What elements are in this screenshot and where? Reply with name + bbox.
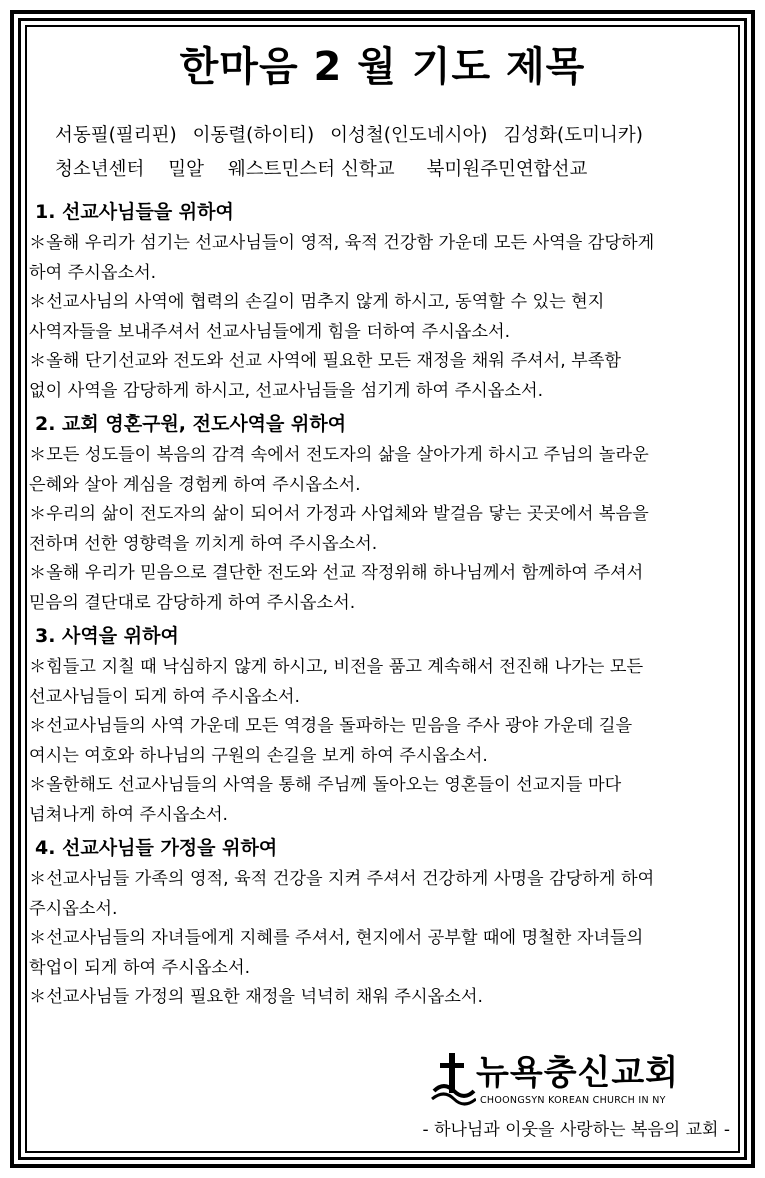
prayer-line: ＊선교사님들 가족의 영적, 육적 건강을 지켜 주셔서 건강하게 사명을 감당하게 하여 xyxy=(29,869,655,889)
church-name-english: CHOONGSYN KOREAN CHURCH IN NY xyxy=(480,1095,666,1106)
section-evangelism xyxy=(29,409,737,618)
prayer-line: 사역자들을 보내주셔서 선교사님들에게 힘을 더하여 주시옵소서. xyxy=(29,321,511,342)
prayer-item xyxy=(29,924,737,983)
prayer-line: ＊선교사님의 사역에 협력의 손길이 멈추지 않게 하시고, 동역할 수 있는 현지 xyxy=(29,292,605,312)
missionary-name: 김성화(도미니카) xyxy=(503,125,643,146)
prayer-line: 넘쳐나게 하여 주시옵소서. xyxy=(29,804,229,825)
section-ministry xyxy=(29,621,737,830)
church-name-korean: 뉴욕충신교회 xyxy=(476,1053,680,1093)
missionary-list xyxy=(55,119,643,187)
section-heading: 3. 사역을 위하여 xyxy=(35,625,179,647)
prayer-line: ＊올해 단기선교와 전도와 선교 사역에 필요한 모든 재정을 채워 주셔서, 부족함 xyxy=(29,351,621,371)
ministry-name: 북미원주민연합선교 xyxy=(426,159,588,180)
section-missionaries xyxy=(29,197,737,406)
ministry-name: 청소년센터 xyxy=(55,159,145,180)
cross-wave-icon xyxy=(430,1051,476,1107)
missionary-row-1 xyxy=(55,119,643,153)
ministry-name: 밀알 xyxy=(168,159,204,180)
prayer-item xyxy=(29,712,737,771)
prayer-line: ＊올해 우리가 믿음으로 결단한 전도와 선교 작정위해 하나님께서 함께하여 주셔서 xyxy=(29,563,644,583)
prayer-line: ＊선교사님들의 사역 가운데 모든 역경을 돌파하는 믿음을 주사 광야 가운데 길을 xyxy=(29,716,633,736)
prayer-line: 믿음의 결단대로 감당하게 하여 주시옵소서. xyxy=(29,592,356,613)
prayer-line: 은혜와 살아 계심을 경험케 하여 주시옵소서. xyxy=(29,474,361,495)
missionary-name: 이성철(인도네시아) xyxy=(330,125,488,146)
section-heading: 1. 선교사님들을 위하여 xyxy=(35,201,234,223)
prayer-line: 하여 주시옵소서. xyxy=(29,262,157,283)
prayer-item xyxy=(29,347,737,406)
missionary-name: 이동렬(하이티) xyxy=(192,125,315,146)
missionary-row-2 xyxy=(55,153,643,187)
prayer-line: 주시옵소서. xyxy=(29,898,118,919)
ministry-name: 웨스트민스터 신학교 xyxy=(227,159,395,180)
section-families xyxy=(29,833,737,1013)
prayer-item xyxy=(29,441,737,500)
prayer-item xyxy=(29,288,737,347)
missionary-name: 서동필(필리핀) xyxy=(55,125,177,146)
page-title: 한마음 2 월 기도 제목 xyxy=(179,44,586,90)
prayer-item xyxy=(29,559,737,618)
church-motto: - 하나님과 이웃을 사랑하는 복음의 교회 - xyxy=(422,1120,730,1140)
prayer-line: ＊모든 성도들이 복음의 감격 속에서 전도자의 삶을 살아가게 하시고 주님의 놀라운 xyxy=(29,445,649,465)
prayer-item xyxy=(29,865,737,924)
prayer-item xyxy=(29,983,737,1013)
prayer-line: ＊우리의 삶이 전도자의 삶이 되어서 가정과 사업체와 발걸음 닿는 곳곳에서 복음을 xyxy=(29,504,649,524)
prayer-line: 전하며 선한 영향력을 끼치게 하여 주시옵소서. xyxy=(29,533,378,554)
prayer-item xyxy=(29,500,737,559)
prayer-line: ＊올한해도 선교사님들의 사역을 통해 주님께 돌아오는 영혼들이 선교지들 마다 xyxy=(29,775,622,795)
prayer-line: ＊힘들고 지칠 때 낙심하지 않게 하시고, 비전을 품고 계속해서 전진해 나가는 모든 xyxy=(29,657,644,677)
prayer-item xyxy=(29,771,737,830)
prayer-line: 학업이 되게 하여 주시옵소서. xyxy=(29,957,251,978)
prayer-item xyxy=(29,229,737,288)
prayer-line: ＊올해 우리가 섬기는 선교사님들이 영적, 육적 건강함 가운데 모든 사역을 감당하게 xyxy=(29,233,655,253)
prayer-sections xyxy=(29,197,737,1016)
prayer-item xyxy=(29,653,737,712)
prayer-line: ＊선교사님들의 자녀들에게 지혜를 주셔서, 현지에서 공부할 때에 명철한 자녀들의 xyxy=(29,928,644,948)
prayer-line: 없이 사역을 감당하게 하시고, 선교사님들을 섬기게 하여 주시옵소서. xyxy=(29,380,544,401)
prayer-sheet xyxy=(27,27,738,1151)
church-logo xyxy=(430,1051,680,1111)
prayer-line: ＊선교사님들 가정의 필요한 재정을 넉넉히 채워 주시옵소서. xyxy=(29,987,483,1007)
section-heading: 2. 교회 영혼구원, 전도사역을 위하여 xyxy=(35,413,347,435)
prayer-line: 여시는 여호와 하나님의 구원의 손길을 보게 하여 주시옵소서. xyxy=(29,745,488,766)
section-heading: 4. 선교사님들 가정을 위하여 xyxy=(35,837,278,859)
prayer-line: 선교사님들이 되게 하여 주시옵소서. xyxy=(29,686,300,707)
